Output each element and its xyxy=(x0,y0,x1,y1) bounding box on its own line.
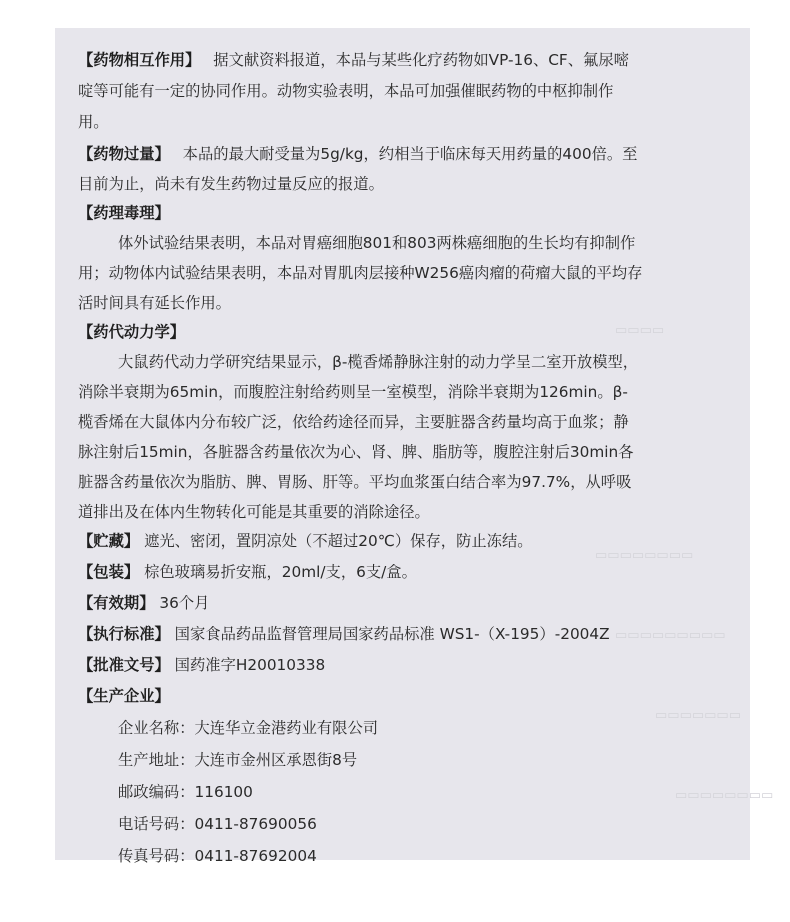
manufacturer-field xyxy=(118,814,317,834)
pharmacology-heading: 【药理毒理】 xyxy=(78,204,170,222)
bleed-through: ▭▭▭▭ xyxy=(615,323,665,338)
pharmacokinetics-line-6: 道排出及在体内生物转化可能是其重要的消除途径。 xyxy=(78,503,430,521)
field-value: 大连市金州区承恩街8号 xyxy=(194,751,358,769)
overdose-line-2: 目前为止，尚未有发生药物过量反应的报道。 xyxy=(78,175,384,193)
approval-row xyxy=(78,655,325,675)
bleed-through: ▭▭▭▭▭▭▭▭ xyxy=(595,548,694,563)
interactions-line-3: 用。 xyxy=(78,113,109,131)
field-label: 邮政编码： xyxy=(118,783,195,801)
pharmacology-line-2: 用；动物体内试验结果表明，本品对胃肌肉层接种W256癌肉瘤的荷瘤大鼠的平均存 xyxy=(78,264,643,282)
package-row xyxy=(78,562,417,582)
interactions-line-1: 【药物相互作用】 据文献资料报道，本品与某些化疗药物如VP-16、CF、氟尿嘧 xyxy=(78,51,629,69)
pharmacokinetics-line-3: 榄香烯在大鼠体内分布较广泛，依给药途径而异，主要脏器含药量均高于血浆；静 xyxy=(78,413,629,431)
field-value: 大连华立金港药业有限公司 xyxy=(194,719,379,737)
field-label: 企业名称： xyxy=(118,719,195,737)
bleed-through: ▭▭▭▭▭▭▭▭ xyxy=(675,788,774,803)
standard-heading: 【执行标准】 xyxy=(78,625,170,643)
approval-text: 国药准字H20010338 xyxy=(174,656,326,674)
manufacturer-field xyxy=(118,846,317,866)
field-value: 116100 xyxy=(194,783,253,801)
standard-row xyxy=(78,624,610,644)
pharmacokinetics-line-5: 脏器含药量依次为脂肪、脾、胃肠、肝等。平均血浆蛋白结合率为97.7%，从呼吸 xyxy=(78,473,632,491)
interactions-heading: 【药物相互作用】 xyxy=(78,51,201,69)
package-text: 棕色玻璃易折安瓶，20ml/支，6支/盒。 xyxy=(144,563,417,581)
manufacturer-field xyxy=(118,718,378,738)
pharmacokinetics-line-2: 消除半衰期为65min，而腹腔注射给药则呈一室模型，消除半衰期为126min。β- xyxy=(78,383,628,401)
field-value: 0411-87690056 xyxy=(194,815,317,833)
manufacturer-field xyxy=(118,750,357,770)
standard-text: 国家食品药品监督管理局国家药品标准 WS1-（X-195）-2004Z xyxy=(174,625,610,643)
storage-heading: 【贮藏】 xyxy=(78,532,140,550)
validity-text: 36个月 xyxy=(159,594,210,612)
pharmacokinetics-line-1: 大鼠药代动力学研究结果显示，β-榄香烯静脉注射的动力学呈二室开放模型， xyxy=(118,353,639,371)
field-label: 电话号码： xyxy=(118,815,195,833)
validity-row xyxy=(78,593,209,613)
interactions-line-2: 啶等可能有一定的协同作用。动物实验表明，本品可加强催眠药物的中枢抑制作 xyxy=(78,82,614,100)
pharmacokinetics-heading: 【药代动力学】 xyxy=(78,323,186,341)
field-label: 生产地址： xyxy=(118,751,195,769)
manufacturer-heading: 【生产企业】 xyxy=(78,687,170,705)
pharmacology-line-3: 活时间具有延长作用。 xyxy=(78,294,231,312)
bleed-through: ▭▭▭▭▭▭▭▭▭ xyxy=(615,628,726,643)
storage-text: 遮光、密闭，置阴凉处（不超过20℃）保存，防止冻结。 xyxy=(144,532,533,550)
pharmacology-line-1: 体外试验结果表明，本品对胃癌细胞801和803两株癌细胞的生长均有抑制作 xyxy=(118,234,636,252)
manufacturer-field xyxy=(118,782,253,802)
validity-heading: 【有效期】 xyxy=(78,594,155,612)
package-heading: 【包装】 xyxy=(78,563,140,581)
overdose-line-1: 【药物过量】 本品的最大耐受量为5g/kg，约相当于临床每天用药量的400倍。至 xyxy=(78,145,638,163)
storage-row xyxy=(78,531,533,551)
field-value: 0411-87692004 xyxy=(194,847,317,865)
approval-heading: 【批准文号】 xyxy=(78,656,170,674)
overdose-heading: 【药物过量】 xyxy=(78,145,170,163)
bleed-through: ▭▭▭▭▭▭▭ xyxy=(655,708,741,723)
pharmacokinetics-line-4: 脉注射后15min，各脏器含药量依次为心、肾、脾、脂肪等，腹腔注射后30min各 xyxy=(78,443,634,461)
field-label: 传真号码： xyxy=(118,847,195,865)
